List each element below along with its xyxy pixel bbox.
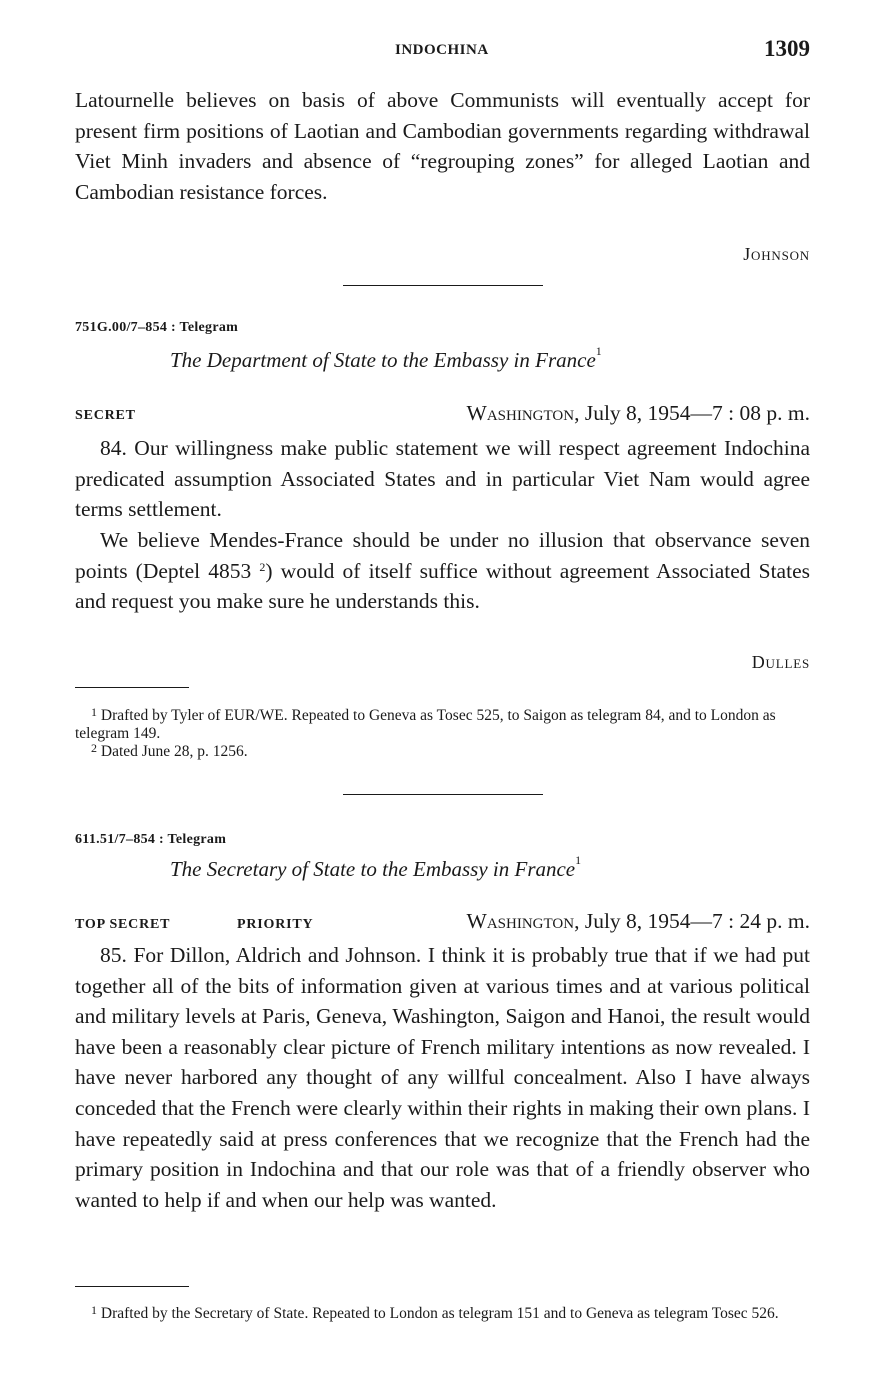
doc2-title-text: The Secretary of State to the Embassy in France: [170, 857, 576, 881]
continuation-paragraph: Latournelle believes on basis of above Communists will eventually accept for present firm positions of Laotian and Cambodian governments regarding withdrawal Viet Minh invaders and absence of “regrouping zones” for alleged Laotian and Cambodian resistance forces.: [75, 88, 810, 204]
doc1-paragraph-2-footnote-mark: 2: [259, 559, 266, 574]
doc1-paragraph-2-end: ) would of itself suffice without agreement Associated States and request you make sure he understands this.: [75, 558, 810, 614]
doc1-footnote-2-mark: 2: [91, 741, 97, 755]
doc2-dateline-place: Washington: [466, 909, 575, 933]
doc1-footnote-1-text: Drafted by Tyler of EUR/WE. Repeated to Geneva as Tosec 525, to Saigon as telegram 84, and to London as telegram 149.: [75, 707, 776, 742]
doc1-footnote-1: [75, 707, 810, 743]
doc1-footnote-rule: [75, 687, 189, 688]
doc1-paragraph-2: [75, 525, 810, 617]
doc2-dateline: [467, 909, 810, 934]
doc1-title: [170, 344, 602, 373]
doc2-priority: PRIORITY: [237, 917, 314, 932]
doc1-signature: Dulles: [751, 652, 810, 672]
continuation-signature: Johnson: [743, 244, 810, 264]
page-number: 1309: [764, 36, 810, 61]
doc1-footnote-1-mark: 1: [91, 705, 97, 719]
doc2-file-reference: 611.51/7–854 : Telegram: [75, 832, 227, 847]
doc1-paragraph-2-start: We believe Mendes-France should be under no illusion that observance seven points (Deptel 4853: [75, 528, 810, 583]
doc2-footnote-1: [75, 1305, 810, 1323]
running-head: [75, 36, 810, 66]
doc2-classification: TOP SECRET: [75, 917, 171, 932]
doc1-footnote-2-text: Dated June 28, p. 1256.: [100, 743, 248, 760]
doc2-footnote-rule: [75, 1286, 189, 1287]
doc1-footnote-2: [75, 743, 810, 761]
section-divider-2: [343, 794, 543, 795]
doc1-dateline-place: Washington: [466, 401, 575, 425]
doc2-dateline-time: , July 8, 1954—7 : 24 p. m.: [574, 909, 810, 933]
running-head-title: INDOCHINA: [395, 42, 489, 58]
doc1-title-footnote-mark: 1: [595, 344, 602, 358]
doc2-footnotes: [75, 1305, 810, 1323]
doc1-dateline: [467, 401, 810, 426]
doc1-paragraph-1: 84. Our willingness make public statement we will respect agreement Indochina predicated assumption Associated States and in particular Viet Nam would agree terms settlement.: [75, 436, 810, 522]
doc2-title-footnote-mark: 1: [575, 853, 582, 867]
doc2-paragraph-1: 85. For Dillon, Aldrich and Johnson. I think it is probably true that if we had put together all of the bits of information given at various times and at various political and military levels at Paris, Geneva, Washington, Saigon and Hanoi, the result would have been a reasonably clear picture of French military intentions as now revealed. I have never harbored any thought of any willful concealment. Also I have always conceded that the French were clearly within their rights in making their own plans. I have repeatedly said at press conferences that we recognize that the French had the primary position in Indochina and that our role was that of a friendly observer who wanted to help if and when our help was wanted.: [75, 943, 810, 1212]
doc1-footnotes: [75, 707, 810, 761]
doc1-file-reference: 751G.00/7–854 : Telegram: [75, 320, 239, 335]
doc1-dateline-time: , July 8, 1954—7 : 08 p. m.: [574, 401, 810, 425]
doc1-title-text: The Department of State to the Embassy in France: [170, 348, 596, 372]
section-divider: [343, 285, 543, 286]
doc2-footnote-1-mark: 1: [91, 1303, 97, 1317]
doc2-title: [170, 853, 582, 882]
doc1-classification: SECRET: [75, 408, 136, 423]
doc2-footnote-1-text: Drafted by the Secretary of State. Repeated to London as telegram 151 and to Geneva as telegram Tosec 526.: [100, 1305, 779, 1322]
